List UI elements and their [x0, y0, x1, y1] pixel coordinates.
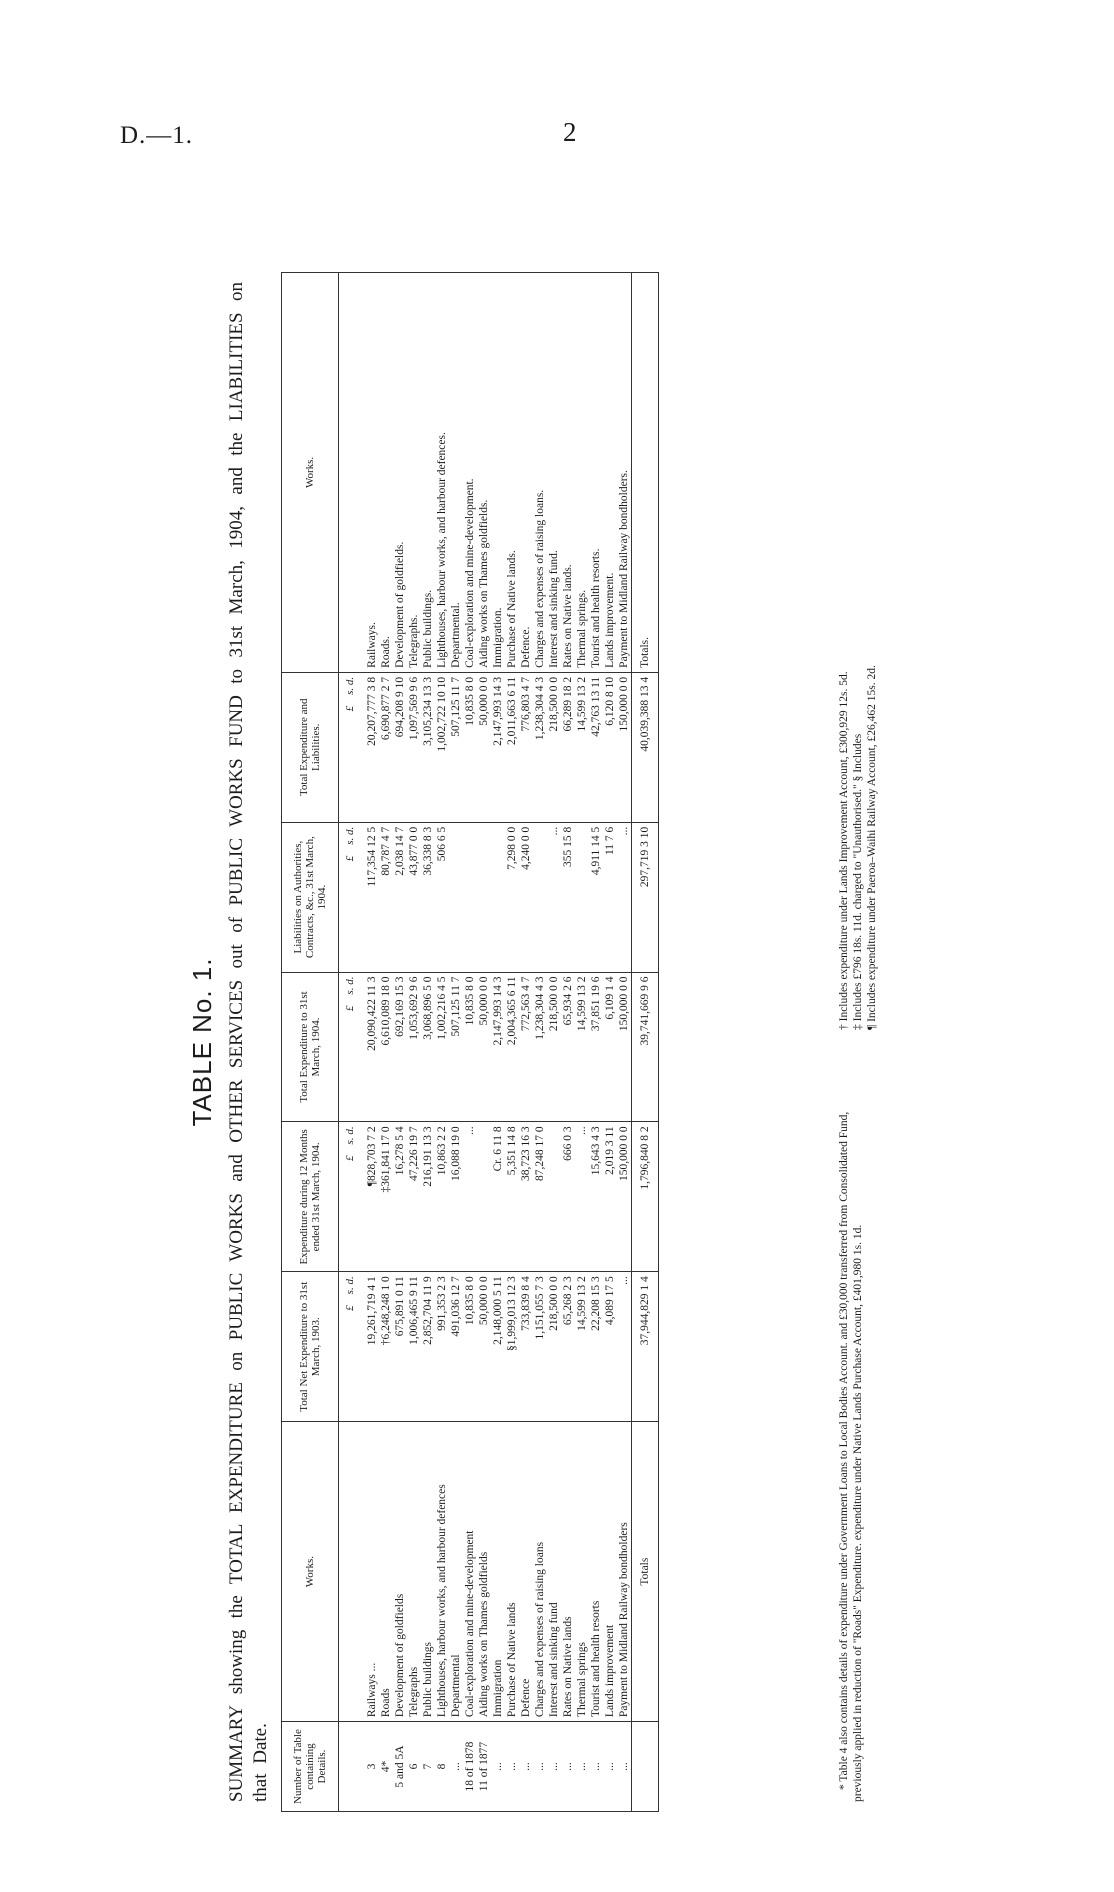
row-table-no: ... — [505, 1722, 519, 1812]
row-grand-total: 50,000 0 0 — [477, 672, 491, 822]
row-works-right: Development of goldfields. — [393, 273, 407, 673]
row-works-right: Lands improvement. — [603, 273, 617, 673]
row-table-no: 4* — [379, 1722, 393, 1812]
row-works: Departmental — [449, 1422, 463, 1722]
totals-label: Totals — [632, 1422, 659, 1722]
row-net-1903: 2,148,000 5 11 — [491, 1272, 505, 1422]
row-grand-total: 10,835 8 0 — [463, 672, 477, 822]
row-works: Immigration — [491, 1422, 505, 1722]
row-works: Purchase of Native lands — [505, 1422, 519, 1722]
row-works-right: Aiding works on Thames goldfields. — [477, 273, 491, 673]
row-table-no: 11 of 1877 — [477, 1722, 491, 1812]
row-total-1904: 772,563 4 7 — [519, 972, 533, 1122]
row-grand-total: 1,002,722 10 10 — [435, 672, 449, 822]
row-net-1903: 2,852,704 11 9 — [421, 1272, 435, 1422]
row-grand-total: 3,105,234 13 3 — [421, 672, 435, 822]
row-total-1904: 2,004,365 6 11 — [505, 972, 519, 1122]
row-table-no: 7 — [421, 1722, 435, 1812]
row-works: Coal-exploration and mine-development — [463, 1422, 477, 1722]
row-total-1904: 507,125 11 7 — [449, 972, 463, 1122]
row-liabilities — [477, 822, 491, 972]
row-exp-1904: 16,278 5 4 — [393, 1122, 407, 1272]
row-grand-total: 776,803 4 7 — [519, 672, 533, 822]
row-works: Roads — [379, 1422, 393, 1722]
footnotes-left — [837, 1062, 865, 1802]
row-grand-total: 150,000 0 0 — [617, 672, 632, 822]
row-total-1904: 3,068,896 5 0 — [421, 972, 435, 1122]
table-row — [393, 273, 407, 1812]
unit-pound: £ — [344, 1005, 356, 1012]
row-total-1904: 50,000 0 0 — [477, 972, 491, 1122]
unit-pound: £ — [344, 1155, 356, 1161]
row-grand-total: 507,125 11 7 — [449, 672, 463, 822]
unit-pound: £ — [344, 705, 356, 712]
row-table-no: ... — [589, 1722, 603, 1812]
row-total-1904: 692,169 15 3 — [393, 972, 407, 1122]
row-works-right: Thermal springs. — [575, 273, 589, 673]
row-works: Thermal springs — [575, 1422, 589, 1722]
row-exp-1904: 150,000 0 0 — [617, 1122, 632, 1272]
row-works-right: Roads. — [379, 273, 393, 673]
row-grand-total: 6,120 8 10 — [603, 672, 617, 822]
rotated-table-sheet — [177, 262, 937, 1822]
table-row — [575, 273, 589, 1812]
row-table-no: ... — [617, 1722, 632, 1812]
row-exp-1904: ... — [463, 1122, 477, 1272]
unit-pence: d. — [344, 1276, 356, 1285]
row-works: Rates on Native lands — [561, 1422, 575, 1722]
page-number: 2 — [563, 117, 577, 147]
row-liabilities: 7,298 0 0 — [505, 822, 519, 972]
row-table-no: 5 and 5A — [393, 1722, 407, 1812]
row-exp-1904: 5,351 14 8 — [505, 1122, 519, 1272]
row-grand-total: 14,599 13 2 — [575, 672, 589, 822]
row-works: Telegraphs — [407, 1422, 421, 1722]
row-net-1903: 218,500 0 0 — [547, 1272, 561, 1422]
row-net-1903: 991,353 2 3 — [435, 1272, 449, 1422]
table-row — [357, 273, 379, 1812]
row-works-right: Coal-exploration and mine-development. — [463, 273, 477, 673]
row-table-no: ... — [603, 1722, 617, 1812]
row-total-1904: 1,002,216 4 5 — [435, 972, 449, 1122]
lsd-units-row — [339, 273, 358, 1812]
row-grand-total: 218,500 0 0 — [547, 672, 561, 822]
row-works: Tourist and health resorts — [589, 1422, 603, 1722]
header-exp-1904: Expenditure during 12 Months ended 31st March, 1904. — [282, 1122, 339, 1272]
unit-pence: d. — [344, 976, 356, 985]
header-net-1903: Total Net Expenditure to 31st March, 1903. — [282, 1272, 339, 1422]
row-exp-1904: 38,723 16 3 — [519, 1122, 533, 1272]
row-works: Defence — [519, 1422, 533, 1722]
row-net-1903: 22,208 15 3 — [589, 1272, 603, 1422]
row-works-right: Departmental. — [449, 273, 463, 673]
row-works-right: Telegraphs. — [407, 273, 421, 673]
row-exp-1904: 666 0 3 — [561, 1122, 575, 1272]
row-liabilities: 355 15 8 — [561, 822, 575, 972]
table-row — [533, 273, 547, 1812]
row-liabilities: 43,877 0 0 — [407, 822, 421, 972]
row-total-1904: 1,053,692 9 6 — [407, 972, 421, 1122]
row-liabilities: 11 7 6 — [603, 822, 617, 972]
row-net-1903: 1,006,465 9 11 — [407, 1272, 421, 1422]
row-works: Charges and expenses of raising loans — [533, 1422, 547, 1722]
summary-table — [281, 272, 659, 1812]
row-grand-total: 1,238,304 4 3 — [533, 672, 547, 822]
row-net-1903: 19,261,719 4 1 — [357, 1272, 379, 1422]
row-table-no: ... — [575, 1722, 589, 1812]
row-works-right: Lighthouses, harbour works, and harbour defences. — [435, 273, 449, 673]
row-exp-1904: ¶828,703 7 2 — [357, 1122, 379, 1272]
header-liabilities: Liabilities on Authorities, Contracts, &c., 31st March, 1904. — [282, 822, 339, 972]
table-row — [617, 273, 632, 1812]
row-exp-1904: 10,863 2 2 — [435, 1122, 449, 1272]
row-total-1904: 14,599 13 2 — [575, 972, 589, 1122]
row-works-right: Purchase of Native lands. — [505, 273, 519, 673]
unit-pound: £ — [344, 1305, 356, 1311]
row-works-right: Charges and expenses of raising loans. — [533, 273, 547, 673]
row-exp-1904 — [547, 1122, 561, 1272]
row-grand-total: 6,690,877 2 7 — [379, 672, 393, 822]
table-row — [477, 273, 491, 1812]
row-works-right: Payment to Midland Railway bondholders. — [617, 273, 632, 673]
header-works-right: Works. — [282, 273, 339, 673]
table-row — [603, 273, 617, 1812]
table-row — [435, 273, 449, 1812]
row-grand-total: 66,289 18 2 — [561, 672, 575, 822]
header-total-liabilities: Total Expenditure and Liabilities. — [282, 672, 339, 822]
row-total-1904: 150,000 0 0 — [617, 972, 632, 1122]
row-exp-1904 — [477, 1122, 491, 1272]
row-table-no: ... — [519, 1722, 533, 1812]
row-total-1904: 65,934 2 6 — [561, 972, 575, 1122]
row-exp-1904: ... — [575, 1122, 589, 1272]
row-works-right: Interest and sinking fund. — [547, 273, 561, 673]
row-net-1903: 65,268 2 3 — [561, 1272, 575, 1422]
row-grand-total: 1,097,569 9 6 — [407, 672, 421, 822]
row-table-no: 8 — [435, 1722, 449, 1812]
row-liabilities: 2,038 14 7 — [393, 822, 407, 972]
row-liabilities: 117,354 12 5 — [357, 822, 379, 972]
row-net-1903: §1,999,013 12 3 — [505, 1272, 519, 1422]
row-exp-1904: 16,088 19 0 — [449, 1122, 463, 1272]
table-row — [561, 273, 575, 1812]
unit-shilling: s. — [344, 687, 356, 695]
row-exp-1904: 216,191 13 3 — [421, 1122, 435, 1272]
row-total-1904: 1,238,304 4 3 — [533, 972, 547, 1122]
footnote-dagger: † Includes expenditure under Lands Improvement Account, £300,929 12s. 5d. — [838, 671, 850, 1030]
row-total-1904: 6,610,089 18 0 — [379, 972, 393, 1122]
table-row — [421, 273, 435, 1812]
row-liabilities: 36,338 8 3 — [421, 822, 435, 972]
totals-liabilities: 297,719 3 10 — [632, 822, 659, 972]
row-works: Aiding works on Thames goldfields — [477, 1422, 491, 1722]
row-works: Interest and sinking fund — [547, 1422, 561, 1722]
row-liabilities — [575, 822, 589, 972]
row-total-1904: 2,147,993 14 3 — [491, 972, 505, 1122]
row-liabilities: ... — [547, 822, 561, 972]
row-table-no: 6 — [407, 1722, 421, 1812]
header-total-1904: Total Expenditure to 31st March, 1904. — [282, 972, 339, 1122]
row-works-right: Rates on Native lands. — [561, 273, 575, 673]
table-row — [463, 273, 477, 1812]
footnote-star: * Table 4 also contains details of expenditure under Government Loans to Local Bodies Account. and £30,000 transferred from Consolidated Fund, previously applied in reduction of "Roads" Expenditure. expenditure under Native Lands Purchase Account, £401,980 1s. 1d. — [838, 1111, 864, 1802]
totals-exp-1904: 1,796,840 8 2 — [632, 1122, 659, 1272]
row-net-1903: 4,089 17 5 — [603, 1272, 617, 1422]
row-grand-total: 694,208 9 10 — [393, 672, 407, 822]
unit-pence: d. — [344, 676, 356, 686]
table-row — [505, 273, 519, 1812]
row-exp-1904: 15,643 4 3 — [589, 1122, 603, 1272]
row-liabilities — [463, 822, 477, 972]
row-liabilities — [491, 822, 505, 972]
row-table-no: ... — [449, 1722, 463, 1812]
row-net-1903: ... — [617, 1272, 632, 1422]
row-table-no: 3 — [357, 1722, 379, 1812]
row-table-no: ... — [533, 1722, 547, 1812]
table-row — [379, 273, 393, 1812]
row-total-1904: 37,851 19 6 — [589, 972, 603, 1122]
row-grand-total: 20,207,777 3 8 — [357, 672, 379, 822]
row-net-1903: 14,599 13 2 — [575, 1272, 589, 1422]
row-net-1903: 675,891 0 11 — [393, 1272, 407, 1422]
header-works: Works. — [282, 1422, 339, 1722]
row-net-1903: †6,248,248 1 0 — [379, 1272, 393, 1422]
row-total-1904: 10,835 8 0 — [463, 972, 477, 1122]
footnotes-right — [837, 282, 879, 1042]
table-body — [339, 273, 632, 1812]
table-subtitle: SUMMARY showing the TOTAL EXPENDITURE on PUBLIC WORKS and OTHER SERVICES out of PUBLIC WORKS FUND to 31st March, 1904, and the LIABILITIES on that Date. — [226, 282, 271, 1802]
totals-total-1904: 39,741,669 9 6 — [632, 972, 659, 1122]
unit-pence: d. — [344, 1126, 356, 1135]
row-exp-1904: 47,226 19 7 — [407, 1122, 421, 1272]
totals-row — [632, 273, 659, 1812]
document-reference: D.—1. — [120, 122, 194, 149]
row-exp-1904: 87,248 17 0 — [533, 1122, 547, 1272]
table-row — [519, 273, 533, 1812]
row-works-right: Public buildings. — [421, 273, 435, 673]
table-row — [491, 273, 505, 1812]
unit-shilling: s. — [344, 987, 356, 995]
unit-shilling: s. — [344, 837, 356, 845]
row-net-1903: 733,839 8 4 — [519, 1272, 533, 1422]
row-works: Payment to Midland Railway bondholders — [617, 1422, 632, 1722]
row-total-1904: 20,090,422 11 3 — [357, 972, 379, 1122]
table-title: TABLE No. 1. — [187, 957, 217, 1127]
header-row — [282, 273, 339, 1812]
row-table-no: ... — [491, 1722, 505, 1812]
row-liabilities — [449, 822, 463, 972]
unit-shilling: s. — [344, 1287, 356, 1295]
row-works: Lands improvement — [603, 1422, 617, 1722]
row-table-no: ... — [561, 1722, 575, 1812]
table-row — [589, 273, 603, 1812]
row-exp-1904: Cr. 6 11 8 — [491, 1122, 505, 1272]
row-exp-1904: 2,019 3 11 — [603, 1122, 617, 1272]
row-works: Lighthouses, harbour works, and harbour defences — [435, 1422, 449, 1722]
row-grand-total: 42,763 13 11 — [589, 672, 603, 822]
row-works-right: Tourist and health resorts. — [589, 273, 603, 673]
row-total-1904: 218,500 0 0 — [547, 972, 561, 1122]
footnote-pilcrow: ¶ Includes expenditure under Paeroa–Waihi Railway Account, £26,462 15s. 2d. — [866, 665, 878, 1030]
row-table-no: 18 of 1878 — [463, 1722, 477, 1812]
totals-net-1903: 37,944,829 1 4 — [632, 1272, 659, 1422]
row-grand-total: 2,011,663 6 11 — [505, 672, 519, 822]
row-liabilities: 4,911 14 5 — [589, 822, 603, 972]
footnote-double-dagger: ‡ Includes £796 18s. 11d. charged to "Unauthorised." § Includes — [852, 733, 864, 1030]
row-works-right: Immigration. — [491, 273, 505, 673]
row-works-right: Defence. — [519, 273, 533, 673]
row-net-1903: 1,151,055 7 3 — [533, 1272, 547, 1422]
row-liabilities: ... — [617, 822, 632, 972]
row-works: Public buildings — [421, 1422, 435, 1722]
header-table-no: Number of Table containing Details. — [282, 1722, 339, 1812]
table-row — [449, 273, 463, 1812]
row-liabilities: 80,787 4 7 — [379, 822, 393, 972]
row-works: Development of goldfields — [393, 1422, 407, 1722]
row-net-1903: 491,036 12 7 — [449, 1272, 463, 1422]
row-works: Railways ... — [357, 1422, 379, 1722]
unit-shilling: s. — [344, 1137, 356, 1145]
table-row — [547, 273, 561, 1812]
row-exp-1904: ‡361,841 17 0 — [379, 1122, 393, 1272]
row-liabilities: 4,240 0 0 — [519, 822, 533, 972]
unit-pound: £ — [344, 855, 356, 862]
unit-pence: d. — [344, 826, 356, 835]
row-grand-total: 2,147,993 14 3 — [491, 672, 505, 822]
row-liabilities — [533, 822, 547, 972]
row-liabilities: 506 6 5 — [435, 822, 449, 972]
table-row — [407, 273, 421, 1812]
row-net-1903: 50,000 0 0 — [477, 1272, 491, 1422]
row-table-no: ... — [547, 1722, 561, 1812]
totals-grand: 40,039,388 13 4 — [632, 672, 659, 822]
row-total-1904: 6,109 1 4 — [603, 972, 617, 1122]
row-works-right: Railways. — [357, 273, 379, 673]
row-net-1903: 10,835 8 0 — [463, 1272, 477, 1422]
totals-label-right: Totals. — [632, 273, 659, 673]
